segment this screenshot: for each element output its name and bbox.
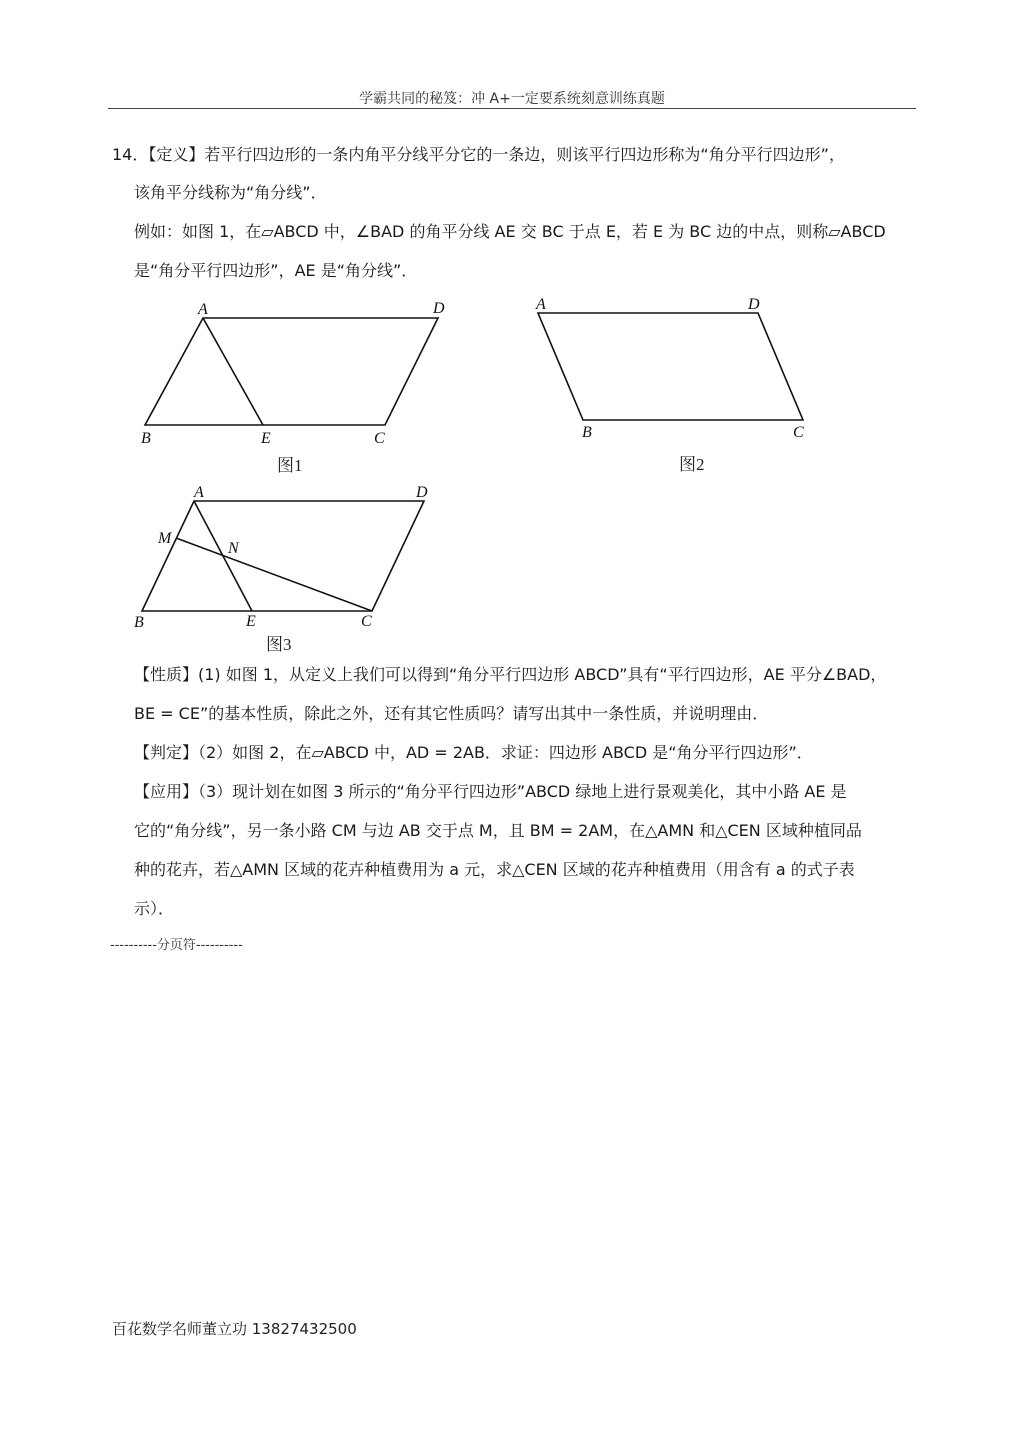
- problem-line-1: 14．【定义】若平行四边形的一条内角平分线平分它的一条边，则该平行四边形称为“角分平行四边形”，: [112, 145, 845, 164]
- fig3-point-b: B: [134, 614, 144, 631]
- page-break-marker: ----------分页符----------: [110, 938, 243, 953]
- fig3-point-n: N: [228, 540, 239, 557]
- question-line-2: BE = CE”的基本性质，除此之外，还有其它性质吗？请写出其中一条性质，并说明理由．: [134, 704, 769, 723]
- problem-line-3: 例如：如图 1，在▱ABCD 中，∠BAD 的角平分线 AE 交 BC 于点 E，若 E 为 BC 边的中点，则称▱ABCD: [134, 222, 886, 241]
- figure-3: [128, 478, 438, 633]
- fig3-point-m: M: [158, 530, 172, 547]
- fig2-point-b: B: [582, 424, 592, 441]
- question-line-3: 【判定】（2）如图 2，在▱ABCD 中，AD = 2AB．求证：四边形 ABCD 是“角分平行四边形”．: [134, 743, 813, 762]
- fig3-point-a: A: [194, 484, 204, 501]
- fig3-segment-cm: [176, 538, 372, 611]
- problem-line-4: 是“角分平行四边形”，AE 是“角分线”．: [134, 261, 418, 280]
- fig2-point-d: D: [748, 296, 760, 313]
- figure-3-caption: 图3: [266, 635, 292, 654]
- fig3-point-e: E: [246, 613, 256, 630]
- fig1-segment-ae: [203, 318, 263, 425]
- question-line-1: 【性质】(1) 如图 1，从定义上我们可以得到“角分平行四边形 ABCD”具有“平行四边形，AE 平分∠BAD，: [134, 665, 887, 684]
- header-title: 学霸共同的秘笈：冲 A+一定要系统刻意训练真题: [359, 91, 665, 107]
- fig1-point-a: A: [198, 301, 208, 318]
- question-line-6: 种的花卉，若△AMN 区域的花卉种植费用为 a 元，求△CEN 区域的花卉种植费用（用含有 a 的式子表: [134, 860, 855, 879]
- figure-2: [525, 290, 825, 450]
- fig2-parallelogram: [538, 313, 803, 420]
- fig1-point-c: C: [374, 430, 385, 447]
- question-line-7: 示）．: [134, 899, 175, 918]
- figure-1: [130, 295, 460, 475]
- fig3-point-c: C: [361, 613, 372, 630]
- fig3-point-d: D: [416, 484, 428, 501]
- header-divider: [108, 108, 916, 109]
- fig1-point-b: B: [141, 430, 151, 447]
- fig1-point-e: E: [261, 430, 271, 447]
- question-line-4: 【应用】（3）现计划在如图 3 所示的“角分平行四边形”ABCD 绿地上进行景观美化，其中小路 AE 是: [134, 782, 847, 801]
- footer-text: 百花数学名师董立功 13827432500: [112, 1320, 357, 1338]
- problem-line-2: 该角平分线称为“角分线”．: [134, 183, 327, 202]
- figure-2-caption: 图2: [679, 455, 705, 474]
- fig1-parallelogram: [145, 318, 438, 425]
- question-line-5: 它的“角分线”，另一条小路 CM 与边 AB 交于点 M，且 BM = 2AM，在△AMN 和△CEN 区域种植同品: [134, 821, 862, 840]
- fig2-point-a: A: [536, 296, 546, 313]
- fig2-point-c: C: [793, 424, 804, 441]
- fig1-point-d: D: [433, 300, 445, 317]
- fig3-parallelogram: [142, 501, 424, 611]
- figure-1-caption: 图1: [277, 456, 303, 475]
